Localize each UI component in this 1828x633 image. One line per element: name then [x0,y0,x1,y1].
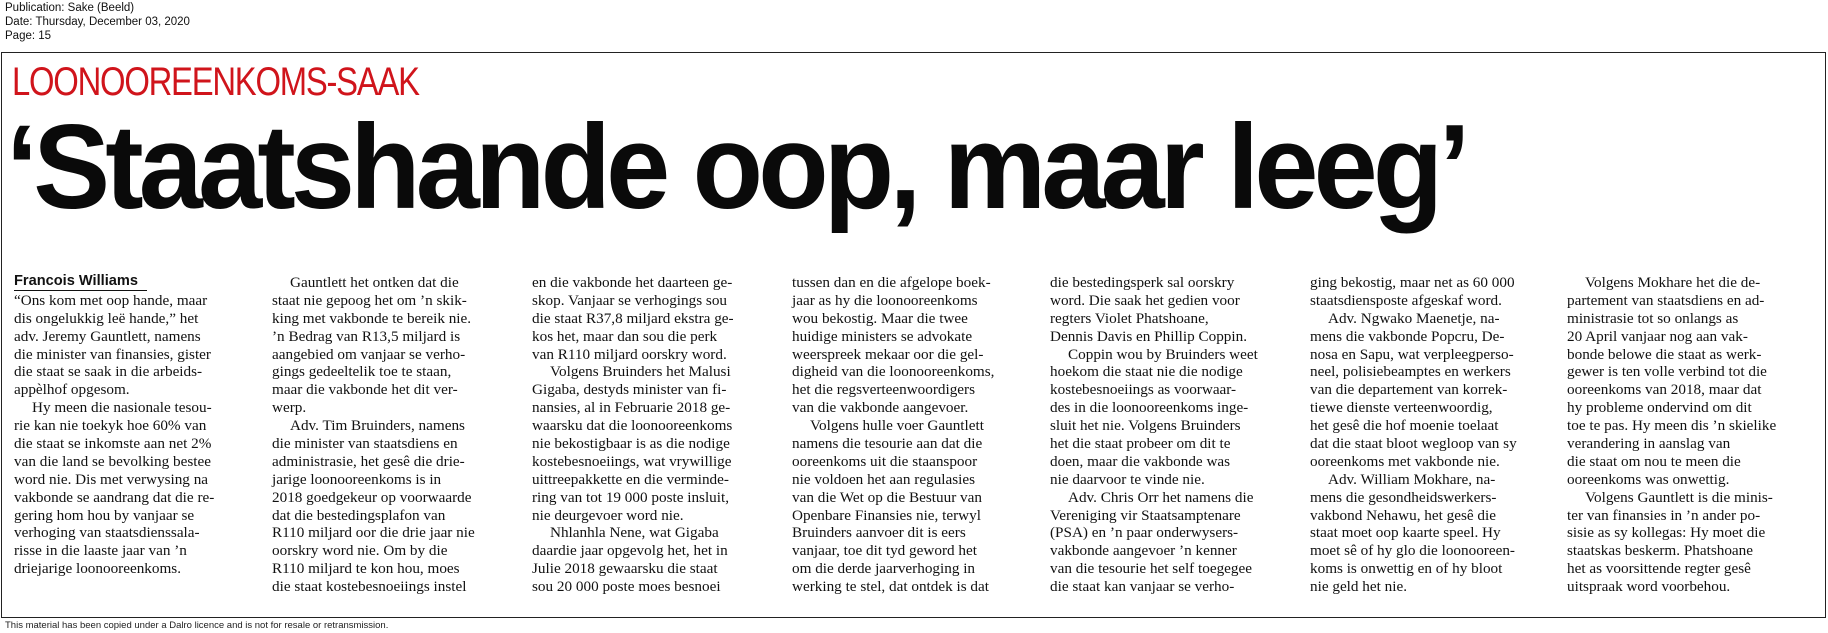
article-line: R110 miljard te kon hou, moes [272,560,460,578]
page-label: Page: 15 [5,30,52,42]
article-line: ooreenkoms was onwettig. [1567,470,1730,488]
article-line: dat die staat bloot wegloop van sy [1310,435,1517,453]
article-line: vakbond Nehawu, het gesê die [1310,506,1496,524]
article-line: mens die vakbonde Popcru, De- [1310,327,1505,345]
article-line: het as voorsittende regter gesê [1567,560,1751,578]
article-line: maar die vakbonde het dit ver- [272,381,458,399]
article-line: waarsku dat die loonooreenkoms [532,417,733,435]
article-line: Gigaba, destyds minister van fi- [532,381,727,399]
article-line: driejarige loonooreenkoms. [14,560,182,578]
publication-label: Publication: Sake (Beeld) [5,2,135,14]
article-line: staat moet oop kaarte speel. Hy [1310,524,1501,542]
article-line: ter van finansies in ’n ander po- [1567,506,1761,524]
article-line: moet sê of hy glo die loonooreen- [1310,542,1515,560]
article-line: skop. Vanjaar se verhogings sou [532,291,728,309]
article-line: 20 April vanjaar nog aan vak- [1567,327,1748,345]
article-line: van die Wet op die Bestuur van [792,488,982,506]
article-line: Volgens Mokhare het die de- [1585,274,1761,291]
article-line: Gauntlett het ontken dat die [290,274,459,291]
article-line: R110 miljard oor die drie jaar nie [272,524,475,542]
article-line: gings gedeeltelik toe te staan, [272,363,452,381]
article-line: administrasie, het gesê die drie- [272,452,465,470]
article-line: uittreepakkette en die verminde- [532,470,729,488]
article-line: het die staat probeer om dit te [1050,435,1231,453]
article-line: wou bekostig. Maar die twee [792,309,968,327]
article-line: “Ons kom met oop hande, maar [14,291,208,309]
article-line: die staat kan vanjaar se verho- [1050,578,1235,596]
article-line: van R110 miljard oorskry word. [532,345,727,363]
article-line: dis ongelukkig leë hande,” het [14,309,199,327]
article-line: nie daarvoor te vinde nie. [1050,470,1205,488]
article-column-4 [792,274,1040,596]
article-line: daardie jaar opgevolg het, het in [532,542,728,560]
article-line: Julie 2018 gewaarsku die staat [532,560,718,578]
article-line: sluit het nie. Volgens Bruinders [1050,417,1241,435]
article-line: Openbare Finansies nie, terwyl [792,506,981,524]
article-line: van die departement van korrek- [1310,381,1508,399]
article-line: rie kan nie toekyk hoe 60% van [14,417,207,435]
article-column-3 [532,274,780,596]
article-line: ’n Bedrag van R13,5 miljard is [272,327,461,345]
article-line: regters Violet Phatshoane, [1050,309,1209,327]
article-line: werp. [272,399,307,417]
article-line: Adv. Chris Orr het namens die [1068,488,1254,506]
article-line: van die vakbonde aangevoer. [792,399,969,417]
article-line: jarige loonooreenkoms is in [272,470,442,488]
article-line: ooreenkoms van 2018, maar dat [1567,381,1762,399]
article-line: Coppin wou by Bruinders weet [1068,345,1258,363]
article-line: hoekom die staat nie die nodige [1050,363,1243,381]
article-line: nie geld het nie. [1310,578,1407,596]
article-line: nie voldoen het aan regulasies [792,470,976,488]
article-line: risse in die laaste jaar van ’n [14,542,187,560]
article-line: (PSA) en ’n paar onderwysers- [1050,524,1239,542]
article-headline: ‘Staatshande oop, maar leeg’ [6,100,1466,234]
article-kicker: LOONOOREENKOMS-SAAK [12,60,419,104]
article-line: ooreenkoms met vakbonde nie. [1310,452,1500,470]
article-line: ging bekostig, maar net as 60 000 [1310,274,1515,291]
article-line: doen, maar die vakbonde was [1050,452,1231,470]
article-column-1 [14,274,262,578]
article-line: digheid van die loonooreenkoms, [792,363,995,381]
article-line: van die tesourie het self toegegee [1050,560,1252,578]
article-line: die staat kostebesnoeiings instel [272,578,467,596]
article-line: van die land se bevolking bestee [14,452,211,470]
article-line [14,274,262,292]
article-line: vakbonde se aandrang dat die re- [14,488,215,506]
article-line: kos het, maar dan sou die perk [532,327,718,345]
article-line: mens die gesondheidswerkers- [1310,488,1497,506]
article-line: nie deurgevoer word nie. [532,506,684,524]
article-line: Volgens hulle voer Gauntlett [810,417,984,435]
article-line: 2018 goedgekeur op voorwaarde [272,488,472,506]
article-line: tiewe dienste verteenwoordig, [1310,399,1493,417]
article-line: Volgens Gauntlett is die minis- [1585,488,1773,506]
article-line: vakbonde aangevoer ’n kenner [1050,542,1237,560]
article-line: nosa en Sapu, wat verpleegperso- [1310,345,1514,363]
article-line: en die vakbonde het daarteen ge- [532,274,733,291]
article-line: nie bekostigbaar is as die nodige [532,435,730,453]
article-line: die staat se saak in die arbeids- [14,363,203,381]
article-line: die bestedingsperk sal oorskry [1050,274,1235,291]
article-line: koms is onwettig en of hy bloot [1310,560,1503,578]
copyright-footer: This material has been copied under a Dalro licence and is not for resale or retransmission. [5,620,389,631]
article-line: appèlhof opgesom. [14,381,130,399]
article-line: uitspraak word voorbehou. [1567,578,1731,596]
article-line: toe te pas. Hy meen dis ’n skielike [1567,417,1777,435]
article-column-2 [272,274,520,596]
article-line: het gesê die hof moenie toelaat [1310,417,1499,435]
article-line: bonde belowe die staat as werk- [1567,345,1762,363]
article-line: ring van tot 19 000 poste insluit, [532,488,730,506]
article-line: vanjaar, toe dit tyd geword het [792,542,977,560]
article-line: die minister van staatsdiens en [272,435,458,453]
clipping-metadata [5,1,190,43]
article-line: Bruinders aanvoer dit is eers [792,524,966,542]
article-line: word. Die saak het gedien voor [1050,291,1240,309]
article-line: aangebied om vanjaar se verho- [272,345,466,363]
article-line: kostebesnoeiings as voorwaar- [1050,381,1237,399]
article-line: Adv. Ngwako Maenetje, na- [1328,309,1500,327]
article-line: adv. Jeremy Gauntlett, namens [14,327,201,345]
article-line: huidige ministers se advokate [792,327,973,345]
article-line: king met vakbonde te bereik nie. [272,309,472,327]
article-line: die staat se inkomste aan net 2% [14,435,212,453]
article-line: verhoging van staatsdienssala- [14,524,200,542]
article-column-7 [1567,274,1815,596]
article-line: nansies, al in Februarie 2018 ge- [532,399,731,417]
article-column-5 [1050,274,1298,596]
article-line: Adv. Tim Bruinders, namens [290,417,465,435]
article-line: tussen dan en die afgelope boek- [792,274,991,291]
article-line: staatskas beskerm. Phatshoane [1567,542,1754,560]
article-line: Vereniging vir Staatsamptenare [1050,506,1241,524]
article-line: sisie as sy kollegas: Hy moet die [1567,524,1766,542]
article-line: neel, polisiebeamptes en werkers [1310,363,1511,381]
article-line: die staat om nou te meen die [1567,452,1741,470]
article-line: die minister van finansies, gister [14,345,211,363]
article-column-6 [1310,274,1558,596]
article-line: gering hom hou by vanjaar se [14,506,195,524]
article-line: Dennis Davis en Phillip Coppin. [1050,327,1248,345]
article-line: ooreenkoms uit die staanspoor [792,452,978,470]
article-line: sou 20 000 poste moes besnoei [532,578,721,596]
date-label: Date: Thursday, December 03, 2020 [5,16,190,28]
article-line: het die regsverteenwoordigers [792,381,976,399]
article-line: oorskry word nie. Om by die [272,542,448,560]
article-line: word nie. Dis met verwysing na [14,470,209,488]
article-line: hy probleme ondervind om dit [1567,399,1752,417]
article-line: om die derde jaarverhoging in [792,560,976,578]
article-line: staat nie gepoog het om ’n skik- [272,291,467,309]
article-line: verandering in aanslag van [1567,435,1731,453]
article-line: die staat R37,8 miljard ekstra ge- [532,309,734,327]
article-line: kostebesnoeiings, wat vrywillige [532,452,732,470]
article-line: Adv. William Mokhare, na- [1328,470,1496,488]
byline: Francois Williams [14,273,138,289]
article-line: staatsdiensposte afgeskaf word. [1310,291,1502,309]
article-line: Hy meen die nasionale tesou- [32,399,212,417]
article-line: des in die loonooreenkoms inge- [1050,399,1249,417]
article-line: gewer is ten volle verbind tot die [1567,363,1767,381]
article-line: werking te stel, dat ontdek is dat [792,578,989,596]
article-line: weerspreek mekaar oor die gel- [792,345,984,363]
article-line: Volgens Bruinders het Malusi [550,363,731,381]
article-line: namens die tesourie aan dat die [792,435,983,453]
article-line: partement van staatsdiens en ad- [1567,291,1765,309]
article-line: dat die bestedingsplafon van [272,506,446,524]
article-line: Nhlanhla Nene, wat Gigaba [550,524,719,542]
article-line: jaar as hy die loonooreenkoms [792,291,978,309]
article-line: ministrasie tot so onlangs as [1567,309,1739,327]
